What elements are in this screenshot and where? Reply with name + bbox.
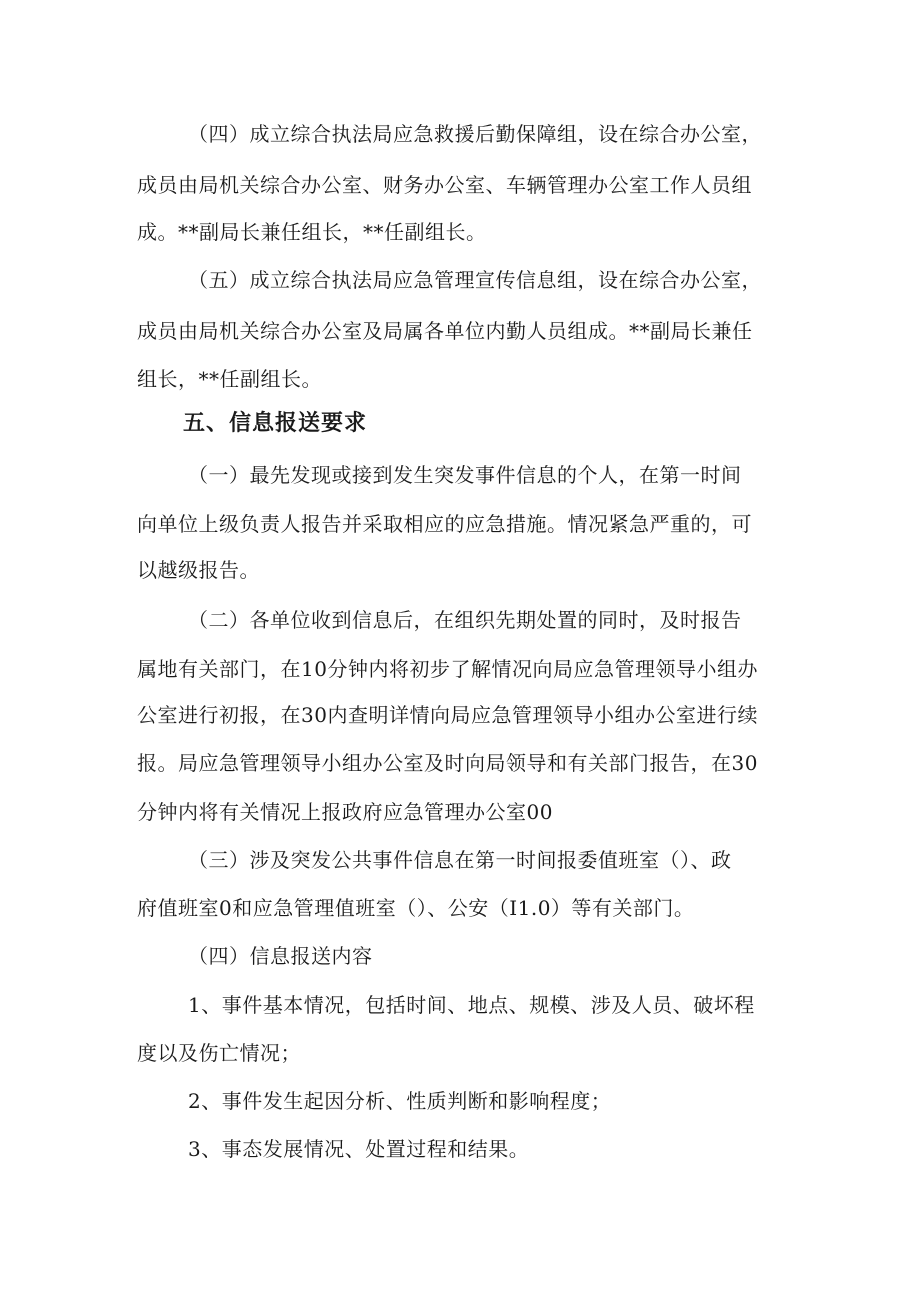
- text-line: 府值班室0和应急管理值班室（）、公安（I1.0）等有关部门。: [137, 896, 695, 920]
- text-line: 成员由局机关综合办公室及局属各单位内勤人员组成。**副局长兼任: [137, 319, 753, 343]
- list-item: 2、事件发生起因分析、性质判断和影响程度；: [188, 1089, 612, 1113]
- subheading: （四）信息报送内容: [188, 944, 373, 968]
- text-line: 向单位上级负责人报告并采取相应的应急措施。情况紧急严重的，可: [137, 512, 752, 536]
- section-heading: 五、信息报送要求: [183, 411, 368, 436]
- text-line: 以越级报告。: [137, 558, 260, 582]
- text-line: 分钟内将有关情况上报政府应急管理办公室00: [137, 800, 553, 824]
- text-line: （五）成立综合执法局应急管理宣传信息组，设在综合办公室，: [188, 268, 762, 292]
- text-line: （一）最先发现或接到发生突发事件信息的个人，在第一时间: [188, 463, 742, 487]
- list-item: 3、事态发展情况、处置过程和结果。: [188, 1137, 530, 1161]
- text-line: 属地有关部门，在10分钟内将初步了解情况向局应急管理领导小组办: [137, 657, 758, 681]
- text-line: 公室进行初报，在30内查明详情向局应急管理领导小组办公室进行续: [137, 703, 758, 727]
- text-line: （三）涉及突发公共事件信息在第一时间报委值班室（）、政: [188, 848, 732, 872]
- list-item: 1、事件基本情况，包括时间、地点、规模、涉及人员、破坏程: [188, 993, 755, 1017]
- text-line: （二）各单位收到信息后，在组织先期处置的同时，及时报告: [188, 608, 742, 632]
- text-line: 组长，**任副组长。: [137, 367, 322, 391]
- text-line: （四）成立综合执法局应急救援后勤保障组，设在综合办公室，: [188, 122, 762, 146]
- text-line: 度以及伤亡情况；: [137, 1041, 301, 1065]
- text-line: 成员由局机关综合办公室、财务办公室、车辆管理办公室工作人员组: [137, 173, 752, 197]
- text-line: 成。**副局长兼任组长，**任副组长。: [137, 220, 487, 244]
- text-line: 报。局应急管理领导小组办公室及时向局领导和有关部门报告，在30: [137, 751, 758, 775]
